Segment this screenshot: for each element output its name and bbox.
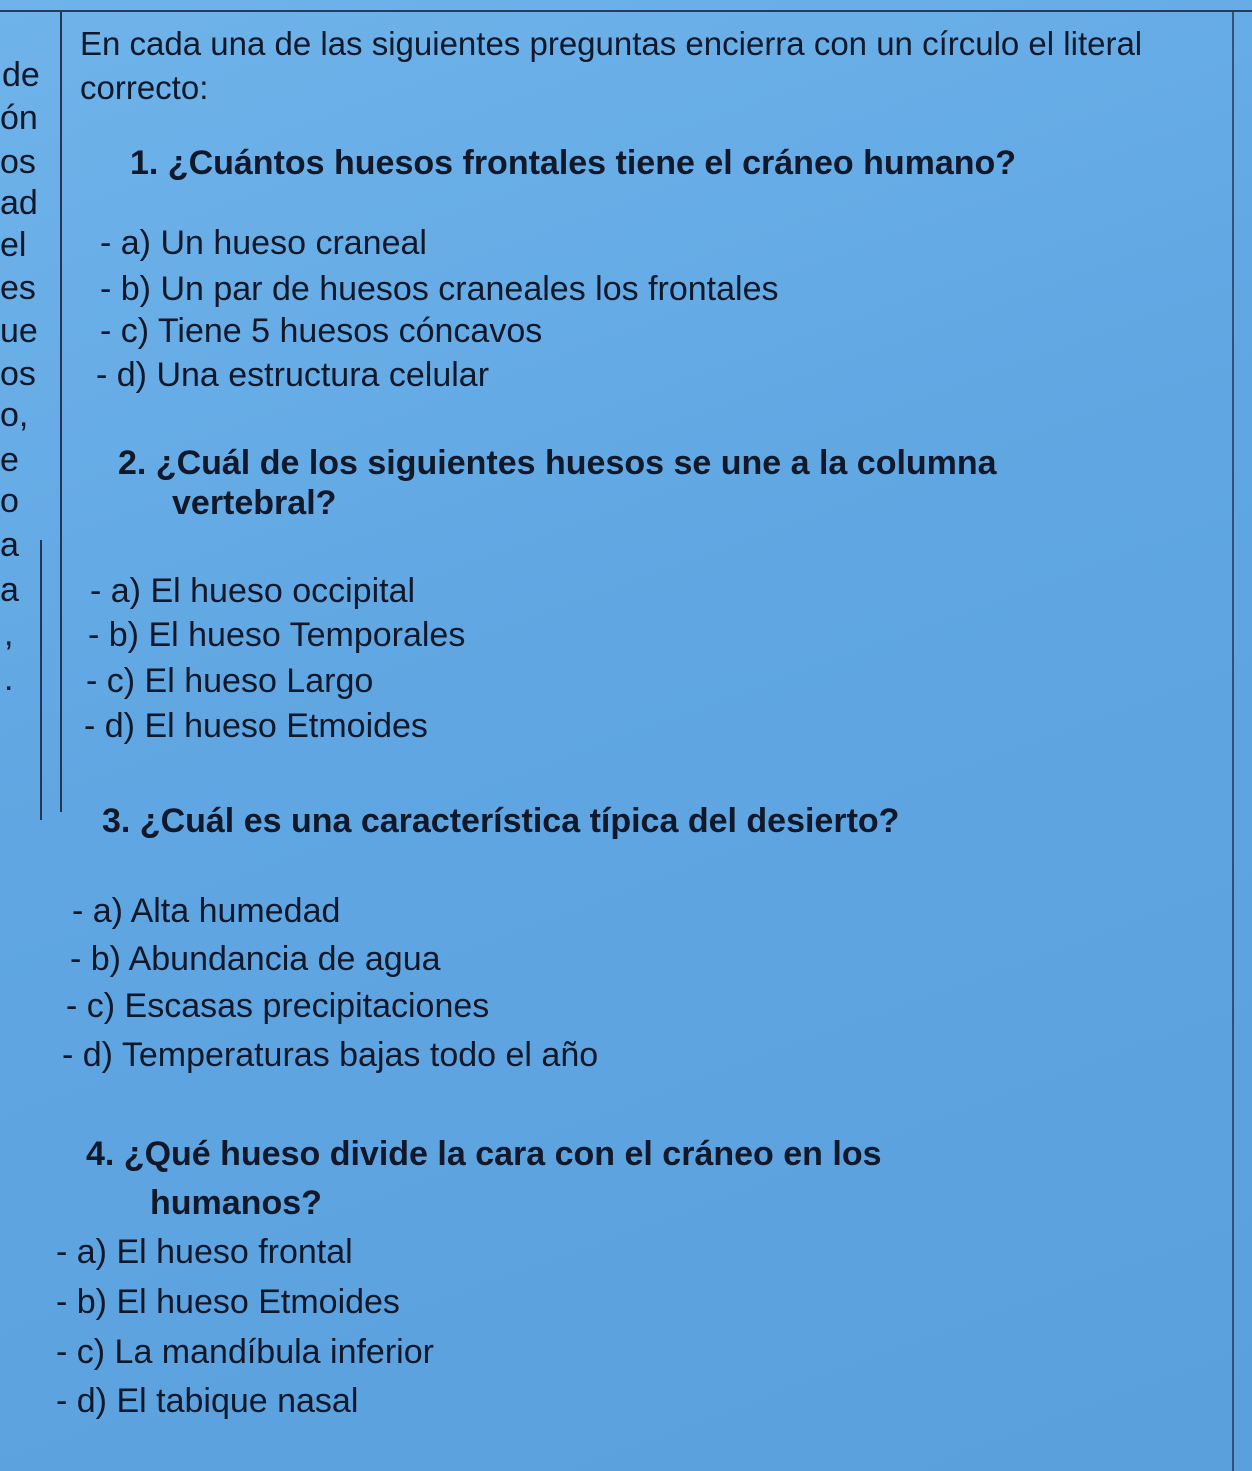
question-3-option-d[interactable]: - d) Temperaturas bajas todo el año xyxy=(62,1036,599,1074)
question-1-option-a[interactable]: - a) Un hueso craneal xyxy=(100,224,427,262)
instruction-text: En cada una de las siguientes preguntas encierra con un círculo el literal correcto: xyxy=(80,25,1143,106)
right-border-line xyxy=(1232,12,1234,1471)
margin-fragment: o xyxy=(0,482,19,520)
question-4-option-d[interactable]: - d) El tabique nasal xyxy=(56,1382,359,1420)
question-1-text: 1. ¿Cuántos huesos frontales tiene el cráneo humano? xyxy=(130,144,1017,182)
question-1-option-b[interactable]: - b) Un par de huesos craneales los frontales xyxy=(100,270,779,308)
question-1-option-d[interactable]: - d) Una estructura celular xyxy=(96,356,490,394)
margin-fragment: ue xyxy=(0,312,38,350)
margin-fragment: ad xyxy=(0,184,38,222)
margin-fragment: , xyxy=(4,615,14,653)
question-4-option-a[interactable]: - a) El hueso frontal xyxy=(56,1233,353,1271)
margin-fragment: ón xyxy=(0,99,38,137)
question-2-text-line1: 2. ¿Cuál de los siguientes huesos se une a la columna xyxy=(118,444,997,482)
question-2-option-c[interactable]: - c) El hueso Largo xyxy=(86,662,374,700)
cropped-margin-column xyxy=(0,0,60,1000)
margin-fragment: e xyxy=(0,441,19,479)
question-3-option-b[interactable]: - b) Abundancia de agua xyxy=(70,940,441,978)
margin-column-line xyxy=(60,12,62,812)
margin-fragment: a xyxy=(0,526,19,564)
margin-fragment: o, xyxy=(0,396,29,434)
question-2-option-b[interactable]: - b) El hueso Temporales xyxy=(88,616,466,654)
question-4-text-line1: 4. ¿Qué hueso divide la cara con el cráneo en los xyxy=(86,1135,882,1173)
margin-fragment: os xyxy=(0,355,36,393)
question-2-option-a[interactable]: - a) El hueso occipital xyxy=(90,572,416,610)
margin-fragment: a xyxy=(0,571,19,609)
margin-fragment: el xyxy=(0,226,27,264)
margin-fragment: es xyxy=(0,269,36,307)
question-4-option-b[interactable]: - b) El hueso Etmoides xyxy=(56,1283,400,1321)
margin-fragment: de xyxy=(2,56,40,94)
question-3-text: 3. ¿Cuál es una característica típica del desierto? xyxy=(102,802,900,840)
question-2-text-line2: vertebral? xyxy=(172,484,337,522)
question-4-text-line2: humanos? xyxy=(150,1184,322,1222)
top-border-line xyxy=(0,0,1252,12)
margin-fragment: os xyxy=(0,143,36,181)
question-2-option-d[interactable]: - d) El hueso Etmoides xyxy=(84,707,428,745)
question-3-option-a[interactable]: - a) Alta humedad xyxy=(72,892,341,930)
question-3-option-c[interactable]: - c) Escasas precipitaciones xyxy=(66,987,490,1025)
question-4-option-c[interactable]: - c) La mandíbula inferior xyxy=(56,1333,434,1371)
margin-fragment: . xyxy=(4,660,14,698)
question-1-option-c[interactable]: - c) Tiene 5 huesos cóncavos xyxy=(100,312,543,350)
